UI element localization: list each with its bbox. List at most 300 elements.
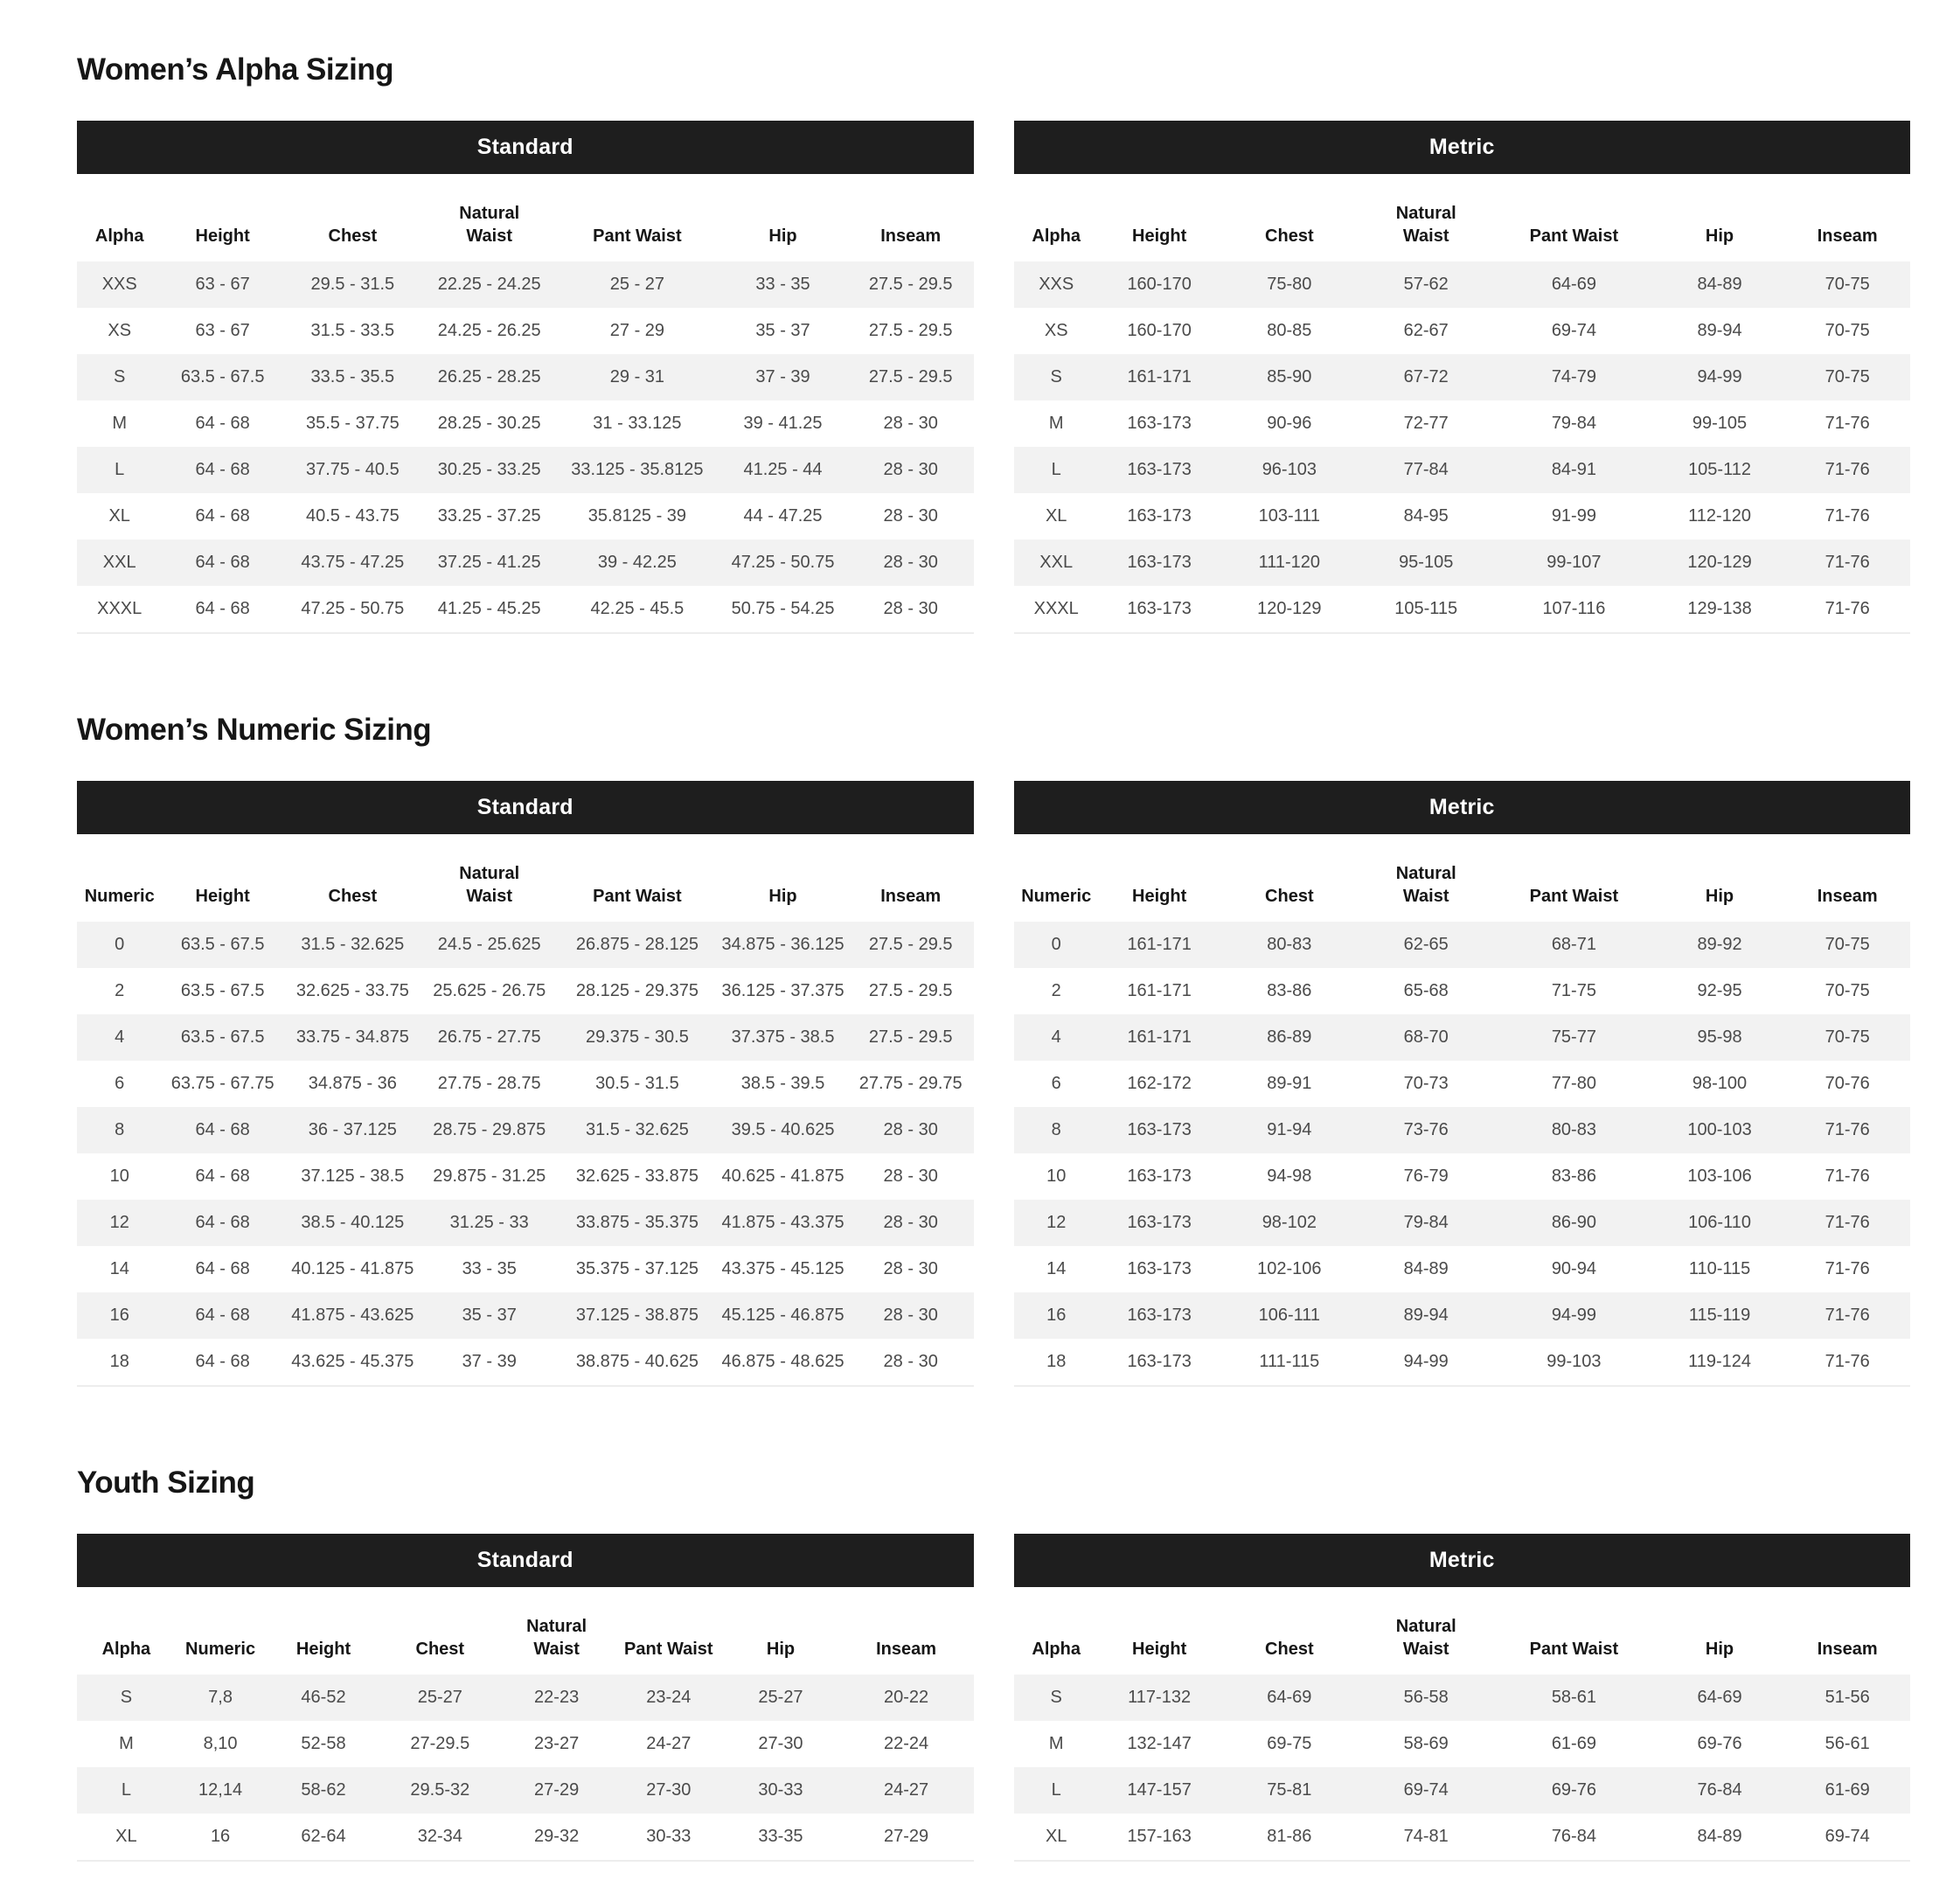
- table-cell: 63.5 - 67.5: [180, 981, 265, 1000]
- column-header-label: Numeric: [185, 1640, 256, 1659]
- table-cell: 14: [1046, 1259, 1067, 1278]
- table-cell: 27-29: [883, 1827, 929, 1846]
- table-cell: 70-73: [1403, 1074, 1449, 1093]
- table-cell: 163-173: [1127, 460, 1192, 479]
- table-cell: 62-64: [301, 1827, 346, 1846]
- table-cell: 12: [1046, 1213, 1067, 1232]
- table-cell: 41.875 - 43.625: [291, 1306, 414, 1325]
- table-cell: 42.25 - 45.5: [590, 599, 685, 618]
- table-cell: 12: [109, 1213, 129, 1232]
- table-cell: 33.125 - 35.8125: [571, 460, 704, 479]
- table-cell: 160-170: [1127, 321, 1192, 340]
- table-cell: 100-103: [1687, 1120, 1752, 1139]
- table-cell: 65-68: [1403, 981, 1449, 1000]
- table-cell: 89-94: [1697, 321, 1742, 340]
- table-cell: 51-56: [1824, 1688, 1870, 1707]
- table-cell: 70-75: [1824, 367, 1870, 386]
- table-cell: 35.375 - 37.125: [575, 1259, 699, 1278]
- table-cell: 28.75 - 29.875: [433, 1120, 546, 1139]
- table-cell: S: [1050, 367, 1062, 386]
- size-table: [1014, 1587, 1911, 1862]
- column-header-label: Chest: [328, 887, 378, 906]
- table-cell: M: [112, 414, 128, 433]
- table-cell: 28.25 - 30.25: [437, 414, 541, 433]
- table-cell: 34.875 - 36: [308, 1074, 397, 1093]
- table-cell: 75-77: [1551, 1027, 1596, 1047]
- table-cell: 38.5 - 40.125: [301, 1213, 405, 1232]
- column-header: [1655, 174, 1785, 261]
- table-cell: 38.5 - 39.5: [740, 1074, 825, 1093]
- table-cell: M: [1048, 414, 1064, 433]
- column-header: [283, 174, 422, 261]
- table-cell: 22.25 - 24.25: [437, 275, 541, 294]
- table-cell: 16: [109, 1306, 129, 1325]
- table-cell: 74-79: [1551, 367, 1596, 386]
- column-header: [718, 834, 848, 922]
- table-cell: 84-91: [1551, 460, 1596, 479]
- column-header: [1493, 1587, 1655, 1675]
- table-cell: XXXL: [1033, 599, 1079, 618]
- table-row: [77, 1721, 974, 1767]
- table-cell: 84-89: [1697, 275, 1742, 294]
- table-cell: 32.625 - 33.875: [575, 1166, 699, 1186]
- tables-row: [77, 121, 1910, 634]
- table-cell: 58-69: [1403, 1734, 1449, 1753]
- table-block-metric: [1014, 1534, 1911, 1862]
- table-cell: 2: [1051, 981, 1061, 1000]
- table-cell: 37.125 - 38.5: [301, 1166, 405, 1186]
- table-cell: 2: [115, 981, 125, 1000]
- column-header: [1655, 834, 1785, 922]
- table-cell: XXL: [102, 553, 136, 572]
- column-header-label: Inseam: [1817, 887, 1878, 906]
- column-header-label: Natural Waist: [1395, 1617, 1456, 1659]
- column-header-label: Height: [195, 887, 250, 906]
- table-cell: 71-76: [1824, 414, 1870, 433]
- table-cell: S: [114, 367, 126, 386]
- table-cell: 26.75 - 27.75: [437, 1027, 541, 1047]
- section-title: Youth Sizing: [77, 1466, 255, 1500]
- table-cell: L: [115, 460, 125, 479]
- table-cell: 69-76: [1551, 1780, 1596, 1800]
- table-cell: 72-77: [1403, 414, 1449, 433]
- tables-row: [77, 781, 1910, 1387]
- table-cell: 8,10: [203, 1734, 238, 1753]
- column-header-label: Natural Waist: [1395, 204, 1456, 246]
- table-row: [77, 1339, 974, 1386]
- table-row: [1014, 1014, 1911, 1061]
- table-block-metric: [1014, 121, 1911, 634]
- column-header-label: Pant Waist: [624, 1640, 713, 1659]
- table-cell: 50.75 - 54.25: [731, 599, 835, 618]
- column-header-label: Hip: [768, 226, 797, 246]
- table-cell: 24-27: [646, 1734, 692, 1753]
- table-cell: 77-80: [1551, 1074, 1596, 1093]
- table-cell: 28 - 30: [883, 1120, 938, 1139]
- table-cell: 81-86: [1267, 1827, 1312, 1846]
- column-header: [1359, 174, 1493, 261]
- table-cell: 63.75 - 67.75: [170, 1074, 275, 1093]
- column-header: [498, 1587, 615, 1675]
- table-cell: 80-83: [1267, 935, 1312, 954]
- column-header-label: Height: [1132, 1640, 1187, 1659]
- table-cell: XS: [108, 321, 132, 340]
- table-cell: 27-29.5: [410, 1734, 470, 1753]
- column-header: [162, 834, 282, 922]
- column-header-label: Inseam: [876, 1640, 937, 1659]
- table-cell: 94-99: [1697, 367, 1742, 386]
- column-header-row: [1014, 174, 1911, 261]
- table-cell: 23-27: [534, 1734, 580, 1753]
- table-cell: 46-52: [301, 1688, 346, 1707]
- size-table: [1014, 834, 1911, 1387]
- table-row: [1014, 1061, 1911, 1107]
- table-cell: 33.75 - 34.875: [295, 1027, 409, 1047]
- table-cell: 64 - 68: [195, 1306, 250, 1325]
- table-cell: 98-100: [1692, 1074, 1748, 1093]
- column-header: [722, 1587, 838, 1675]
- table-cell: 24.25 - 26.25: [437, 321, 541, 340]
- table-cell: 27.5 - 29.5: [868, 321, 953, 340]
- table-cell: 112-120: [1688, 506, 1751, 526]
- table-cell: 28 - 30: [883, 460, 938, 479]
- column-header-row: [77, 1587, 974, 1675]
- column-header: [283, 834, 422, 922]
- table-cell: 64 - 68: [195, 1352, 250, 1371]
- column-header: [1014, 1587, 1099, 1675]
- table-cell: 40.5 - 43.75: [305, 506, 400, 526]
- table-cell: 106-111: [1258, 1306, 1321, 1325]
- column-header: [1014, 174, 1099, 261]
- table-cell: 161-171: [1127, 367, 1192, 386]
- table-cell: 61-69: [1824, 1780, 1870, 1800]
- column-header-label: Pant Waist: [593, 226, 682, 246]
- table-row: [77, 261, 974, 308]
- table-cell: 64 - 68: [195, 1166, 250, 1186]
- table-cell: 37.125 - 38.875: [575, 1306, 699, 1325]
- table-cell: 33 - 35: [755, 275, 810, 294]
- table-cell: 37.75 - 40.5: [305, 460, 400, 479]
- table-row: [77, 586, 974, 633]
- table-cell: 77-84: [1403, 460, 1449, 479]
- table-cell: 163-173: [1127, 1213, 1192, 1232]
- table-cell: 4: [1051, 1027, 1061, 1047]
- table-cell: 35.8125 - 39: [587, 506, 687, 526]
- table-cell: 39 - 41.25: [743, 414, 823, 433]
- table-cell: 99-105: [1692, 414, 1748, 433]
- table-cell: 24.5 - 25.625: [437, 935, 541, 954]
- table-cell: 105-115: [1394, 599, 1458, 618]
- column-header-label: Hip: [768, 887, 797, 906]
- table-cell: 43.75 - 47.25: [301, 553, 405, 572]
- table-cell: XL: [1045, 506, 1067, 526]
- table-cell: 89-91: [1267, 1074, 1312, 1093]
- column-header-label: Chest: [415, 1640, 465, 1659]
- table-row: [1014, 1814, 1911, 1861]
- table-cell: 35 - 37: [755, 321, 810, 340]
- table-cell: 10: [109, 1166, 129, 1186]
- table-cell: 36 - 37.125: [308, 1120, 397, 1139]
- table-cell: 31.5 - 33.5: [310, 321, 395, 340]
- table-row: [1014, 1339, 1911, 1386]
- table-cell: 43.375 - 45.125: [721, 1259, 844, 1278]
- table-cell: 69-74: [1403, 1780, 1449, 1800]
- table-row: [77, 1200, 974, 1246]
- section-title: Women’s Numeric Sizing: [77, 713, 432, 747]
- table-cell: 79-84: [1551, 414, 1596, 433]
- column-header: [176, 1587, 266, 1675]
- column-header-label: Numeric: [1021, 887, 1092, 906]
- table-cell: 129-138: [1687, 599, 1752, 618]
- variant-header-bar: Standard: [77, 1534, 974, 1587]
- column-header: [1099, 1587, 1220, 1675]
- table-cell: 103-111: [1258, 506, 1321, 526]
- column-header-row: [1014, 834, 1911, 922]
- column-header-label: Pant Waist: [1529, 1640, 1619, 1659]
- table-cell: 25-27: [758, 1688, 803, 1707]
- table-cell: 64-69: [1697, 1688, 1742, 1707]
- table-cell: 29.5 - 31.5: [310, 275, 395, 294]
- table-cell: 31.5 - 32.625: [301, 935, 405, 954]
- column-header-label: Inseam: [1817, 1640, 1878, 1659]
- table-cell: 39.5 - 40.625: [731, 1120, 835, 1139]
- table-cell: 91-94: [1267, 1120, 1312, 1139]
- table-cell: 99-103: [1546, 1352, 1602, 1371]
- table-cell: 27.5 - 29.5: [868, 1027, 953, 1047]
- table-row: [1014, 308, 1911, 354]
- column-header: [1220, 174, 1359, 261]
- column-header: [1220, 1587, 1359, 1675]
- table-cell: 64-69: [1551, 275, 1596, 294]
- table-row: [1014, 1721, 1911, 1767]
- column-header-label: Hip: [1705, 887, 1734, 906]
- table-cell: 71-76: [1824, 553, 1870, 572]
- column-header-label: Height: [1132, 887, 1187, 906]
- table-cell: 163-173: [1127, 553, 1192, 572]
- table-cell: 68-71: [1551, 935, 1596, 954]
- table-cell: 37.375 - 38.5: [731, 1027, 835, 1047]
- table-cell: 37.25 - 41.25: [437, 553, 541, 572]
- table-cell: 90-96: [1267, 414, 1312, 433]
- column-header-label: Hip: [766, 1640, 796, 1659]
- table-cell: 160-170: [1127, 275, 1192, 294]
- table-cell: 22-23: [534, 1688, 580, 1707]
- table-cell: 71-76: [1824, 1166, 1870, 1186]
- table-cell: L: [1051, 1780, 1061, 1800]
- table-cell: L: [1051, 460, 1061, 479]
- table-cell: 83-86: [1267, 981, 1312, 1000]
- table-cell: 84-89: [1403, 1259, 1449, 1278]
- table-cell: 28.125 - 29.375: [575, 981, 699, 1000]
- table-row: [1014, 922, 1911, 968]
- table-row: [77, 1246, 974, 1292]
- column-header: [1359, 834, 1493, 922]
- table-cell: 163-173: [1127, 1166, 1192, 1186]
- table-cell: 94-99: [1551, 1306, 1596, 1325]
- column-header: [422, 174, 557, 261]
- table-cell: 68-70: [1403, 1027, 1449, 1047]
- table-cell: 0: [1051, 935, 1061, 954]
- column-header-label: Alpha: [1032, 1640, 1081, 1659]
- table-cell: 36.125 - 37.375: [721, 981, 844, 1000]
- table-cell: 69-75: [1267, 1734, 1312, 1753]
- table-cell: 27.5 - 29.5: [868, 275, 953, 294]
- table-cell: 61-69: [1551, 1734, 1596, 1753]
- table-cell: 33 - 35: [462, 1259, 517, 1278]
- table-row: [1014, 1200, 1911, 1246]
- table-cell: 147-157: [1127, 1780, 1192, 1800]
- table-cell: 8: [1051, 1120, 1061, 1139]
- table-cell: 76-79: [1403, 1166, 1449, 1186]
- table-cell: 163-173: [1127, 1352, 1192, 1371]
- column-header: [77, 834, 162, 922]
- column-header-label: Chest: [1265, 226, 1314, 246]
- table-row: [77, 1675, 974, 1721]
- table-cell: 64 - 68: [195, 553, 250, 572]
- table-row: [1014, 493, 1911, 540]
- table-cell: 75-80: [1267, 275, 1312, 294]
- size-table: [1014, 174, 1911, 634]
- table-cell: 24-27: [883, 1780, 929, 1800]
- table-cell: 31.5 - 32.625: [585, 1120, 689, 1139]
- table-cell: 74-81: [1403, 1827, 1449, 1846]
- variant-header-bar: Standard: [77, 121, 974, 174]
- table-cell: 34.875 - 36.125: [721, 935, 844, 954]
- table-cell: 161-171: [1127, 935, 1192, 954]
- column-header-label: Inseam: [1817, 226, 1878, 246]
- table-cell: 25 - 27: [609, 275, 665, 294]
- table-cell: 120-129: [1687, 553, 1752, 572]
- column-header: [1493, 174, 1655, 261]
- table-cell: 29.875 - 31.25: [433, 1166, 546, 1186]
- table-cell: 64 - 68: [195, 460, 250, 479]
- table-cell: 41.25 - 45.25: [437, 599, 541, 618]
- variant-header-bar: Metric: [1014, 781, 1911, 834]
- column-header: [422, 834, 557, 922]
- table-cell: 63.5 - 67.5: [180, 935, 265, 954]
- column-header-label: Height: [195, 226, 250, 246]
- table-cell: 27-30: [646, 1780, 692, 1800]
- column-header-label: Numeric: [84, 887, 155, 906]
- column-header: [1784, 1587, 1910, 1675]
- table-cell: 71-76: [1824, 1352, 1870, 1371]
- table-row: [1014, 586, 1911, 633]
- table-cell: 94-99: [1403, 1352, 1449, 1371]
- column-header: [557, 174, 719, 261]
- column-header-label: Hip: [1705, 1640, 1734, 1659]
- table-cell: 71-76: [1824, 1213, 1870, 1232]
- table-cell: 14: [109, 1259, 129, 1278]
- table-cell: 94-98: [1267, 1166, 1312, 1186]
- table-cell: 28 - 30: [883, 553, 938, 572]
- table-row: [77, 400, 974, 447]
- column-header-label: Natural Waist: [459, 864, 520, 906]
- table-cell: 28 - 30: [883, 1352, 938, 1371]
- column-header-label: Chest: [1265, 887, 1314, 906]
- table-cell: 119-124: [1688, 1352, 1751, 1371]
- table-cell: 62-65: [1403, 935, 1449, 954]
- table-cell: 56-61: [1824, 1734, 1870, 1753]
- table-cell: 30.25 - 33.25: [437, 460, 541, 479]
- column-header-row: [77, 174, 974, 261]
- tables-row: [77, 1534, 1910, 1862]
- table-row: [1014, 1107, 1911, 1153]
- table-cell: 70-76: [1824, 1074, 1870, 1093]
- column-header-label: Chest: [1265, 1640, 1314, 1659]
- column-header-label: Natural Waist: [1395, 864, 1456, 906]
- table-cell: 95-105: [1399, 553, 1454, 572]
- table-block-standard: [77, 781, 974, 1387]
- table-cell: 84-95: [1403, 506, 1449, 526]
- table-cell: 33.5 - 35.5: [310, 367, 395, 386]
- column-header: [77, 1587, 176, 1675]
- table-cell: 99-107: [1546, 553, 1602, 572]
- table-cell: 30-33: [646, 1827, 692, 1846]
- table-cell: 79-84: [1403, 1213, 1449, 1232]
- column-header-row: [1014, 1587, 1911, 1675]
- table-cell: 32.625 - 33.75: [295, 981, 409, 1000]
- table-cell: 26.25 - 28.25: [437, 367, 541, 386]
- table-cell: XL: [115, 1827, 137, 1846]
- table-cell: 18: [109, 1352, 129, 1371]
- table-cell: 43.625 - 45.375: [291, 1352, 414, 1371]
- table-cell: XXL: [1039, 553, 1074, 572]
- table-cell: 75-81: [1267, 1780, 1312, 1800]
- table-cell: S: [1050, 1688, 1062, 1707]
- column-header: [1655, 1587, 1785, 1675]
- table-cell: 80-83: [1551, 1120, 1596, 1139]
- table-cell: 35.5 - 37.75: [305, 414, 400, 433]
- table-row: [77, 1767, 974, 1814]
- table-cell: 71-76: [1824, 460, 1870, 479]
- table-cell: M: [1048, 1734, 1064, 1753]
- table-cell: 86-90: [1551, 1213, 1596, 1232]
- table-cell: 33.875 - 35.375: [575, 1213, 699, 1232]
- table-cell: 0: [115, 935, 125, 954]
- table-cell: 103-106: [1687, 1166, 1752, 1186]
- table-cell: 67-72: [1403, 367, 1449, 386]
- table-cell: 71-76: [1824, 1306, 1870, 1325]
- table-cell: 41.25 - 44: [743, 460, 823, 479]
- column-header-label: Alpha: [94, 226, 144, 246]
- table-cell: 157-163: [1127, 1827, 1192, 1846]
- table-cell: 20-22: [883, 1688, 929, 1707]
- table-cell: 38.875 - 40.625: [575, 1352, 699, 1371]
- table-cell: XL: [1045, 1827, 1067, 1846]
- column-header: [1099, 834, 1220, 922]
- table-cell: XXS: [101, 275, 137, 294]
- column-header-label: Natural Waist: [526, 1617, 587, 1659]
- table-cell: 28 - 30: [883, 414, 938, 433]
- table-cell: 70-75: [1824, 275, 1870, 294]
- table-row: [77, 968, 974, 1014]
- table-row: [77, 1814, 974, 1861]
- column-header: [557, 834, 719, 922]
- variant-header-bar: Metric: [1014, 1534, 1911, 1587]
- column-header-label: Pant Waist: [1529, 226, 1619, 246]
- column-header-label: Height: [1132, 226, 1187, 246]
- table-cell: 28 - 30: [883, 1166, 938, 1186]
- table-cell: 69-74: [1824, 1827, 1870, 1846]
- table-cell: 111-115: [1259, 1352, 1320, 1371]
- table-cell: 30.5 - 31.5: [595, 1074, 679, 1093]
- table-row: [1014, 1246, 1911, 1292]
- table-cell: 37 - 39: [462, 1352, 517, 1371]
- table-cell: 25.625 - 26.75: [433, 981, 546, 1000]
- column-header: [1220, 834, 1359, 922]
- table-cell: 71-76: [1824, 506, 1870, 526]
- table-cell: 73-76: [1403, 1120, 1449, 1139]
